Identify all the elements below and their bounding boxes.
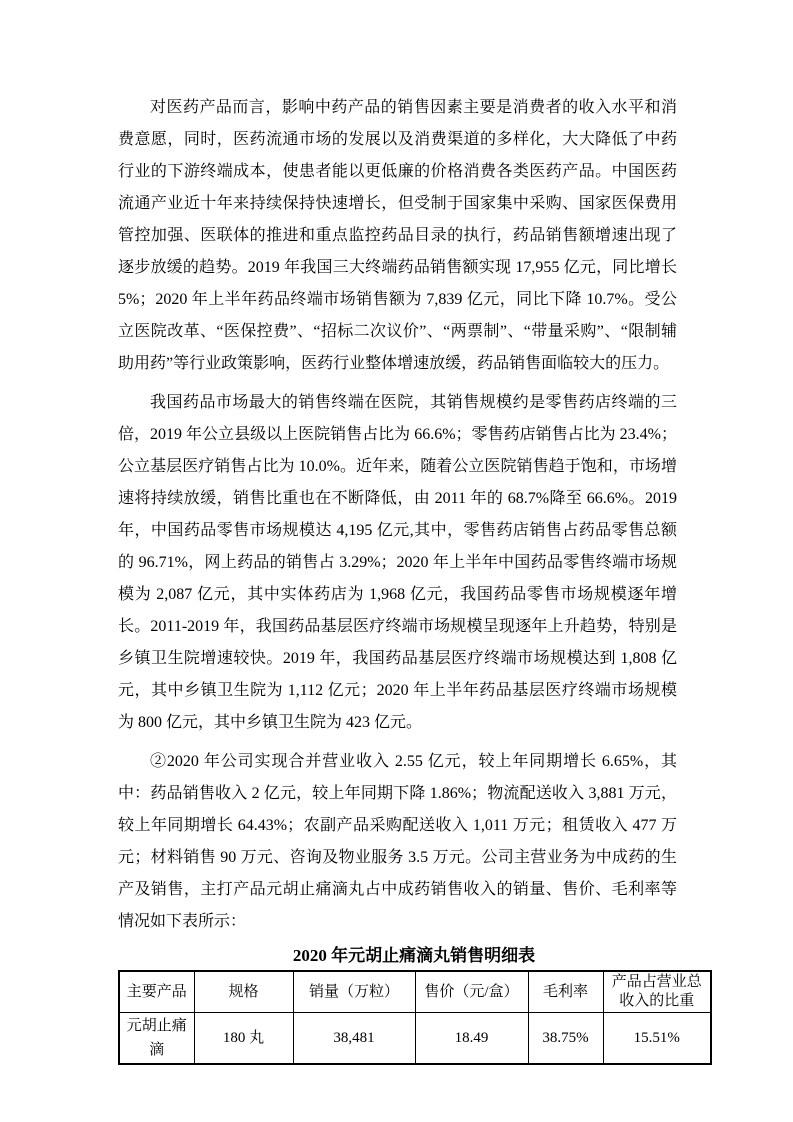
paragraph-company-revenue: ②2020 年公司实现合并营业收入 2.55 亿元，较上年同期增长 6.65%，其中：药品销售收入 2 亿元，较上年同期下降 1.86%；物流配送收入 3,881 万元，较上年同期增长 64.43%；农副产品采购配送收入 1,011 万元；租赁收入 477 万元；材料销售 90 万元、咨询及物业服务 3.5 万元。公司主营业务为中成药的生产及销售，主打产品元胡止痛滴丸占中成药销售收入的销量、售价、毛利率等情况如下表所示： bbox=[118, 753, 677, 930]
cell-specification: 180 丸 bbox=[194, 1013, 293, 1065]
paragraph-industry-overview: 对医药产品而言，影响中药产品的销售因素主要是消费者的收入水平和消费意愿，同时，医药流通市场的发展以及消费渠道的多样化，大大降低了中药行业的下游终端成本，使患者能以更低廉的价格消费各类医药产品。中国医药流通产业近十年来持续保持快速增长，但受制于国家集中采购、国家医保费用管控加强、医联体的推进和重点监控药品目录的执行，药品销售额增速出现了逐步放缓的趋势。2019 年我国三大终端药品销售额实现 17,955 亿元，同比增长 5%；2020 年上半年药品终端市场销售额为 7,839 亿元，同比下降 10.7%。受公立医院改革、“医保控费”、“招标二次议价”、“两票制”、“带量采购”、“限制辅助用药”等行业政策影响，医药行业整体增速放缓，药品销售面临较大的压力。 bbox=[118, 99, 677, 372]
cell-sales-volume: 38,481 bbox=[293, 1013, 415, 1065]
table-row bbox=[119, 1013, 711, 1065]
header-specification: 规格 bbox=[194, 971, 293, 1013]
table-title: 2020 年元胡止痛滴丸销售明细表 bbox=[292, 946, 536, 965]
header-unit-price: 售价（元/盒） bbox=[415, 971, 528, 1013]
cell-unit-price: 18.49 bbox=[415, 1013, 528, 1065]
header-revenue-share: 产品占营业总收入的比重 bbox=[603, 971, 711, 1013]
sales-table-block bbox=[118, 945, 710, 1065]
cell-gross-margin: 38.75% bbox=[528, 1013, 603, 1065]
product-sales-table bbox=[118, 970, 712, 1065]
cell-main-product: 元胡止痛滴 bbox=[119, 1013, 194, 1065]
cell-revenue-share: 15.51% bbox=[603, 1013, 711, 1065]
paragraph-market-terminals: 我国药品市场最大的销售终端在医院，其销售规模约是零售药店终端的三倍，2019 年公立县级以上医院销售占比为 66.6%；零售药店销售占比为 23.4%；公立基层医疗销售占比为 10.0%。近年来，随着公立医院销售趋于饱和，市场增速将持续放缓，销售比重也在不断降低，由 2011 年的 68.7%降至 66.6%。2019 年，中国药品零售市场规模达 4,195 亿元,其中，零售药店销售占药品零售总额的 96.71%，网上药品的销售占 3.29%；2020 年上半年中国药品零售终端市场规模为 2,087 亿元，其中实体药店为 1,968 亿元，我国药品零售市场规模逐年增长。2011-2019 年，我国药品基层医疗终端市场规模呈现逐年上升趋势，特别是乡镇卫生院增速较快。2019 年，我国药品基层医疗终端市场规模达到 1,808 亿元，其中乡镇卫生院为 1,112 亿元；2020 年上半年药品基层医疗终端市场规模为 800 亿元，其中乡镇卫生院为 423 亿元。 bbox=[118, 394, 677, 731]
table-header-row bbox=[119, 971, 711, 1013]
document-body bbox=[118, 92, 702, 1065]
header-main-product: 主要产品 bbox=[119, 971, 194, 1013]
header-sales-volume: 销量（万粒） bbox=[293, 971, 415, 1013]
header-gross-margin: 毛利率 bbox=[528, 971, 603, 1013]
